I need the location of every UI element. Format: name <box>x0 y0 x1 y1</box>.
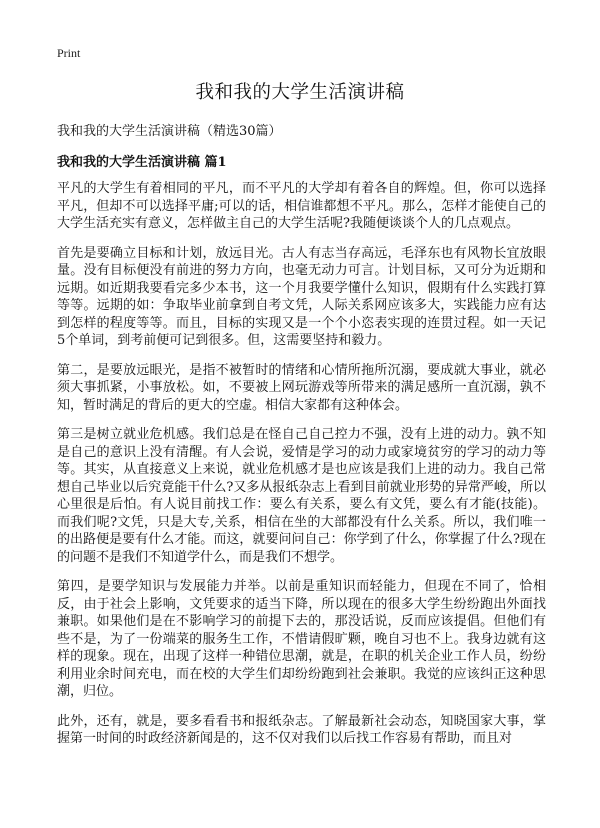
section-heading: 我和我的大学生活演讲稿 篇1 <box>57 155 227 170</box>
paragraph-4: 第三是树立就业危机感。我们总是在怪自己自己控力不强，没有上进的动力。孰不知是自己的意识上没有清醒。有人会说，爱情是学习的动力或家境贫穷的学习的动力等等。其实，从直接意义上来说，就业危机感才是也应该是我们上进的动力。我自己常想自己毕业以后究竟能干什么?又多从报纸杂志上看到目前就业形势的异常严峻，所以心里很是后怕。有人说目前找工作：要么有关系，要么有文凭，要么有才能(技能)。而我们呢?文凭，只是大专,关系，相信在坐的大部都没有什么关系。所以，我们唯一的出路便是要有什么才能。而这，就要问问自己：你学到了什么，你掌握了什么?现在的问题不是我们不知道学什么，而是我们不想学。 <box>57 427 546 565</box>
paragraph-6: 此外，还有，就是，要多看看书和报纸杂志。了解最新社会动态，知晓国家大事，掌握第一时间的时政经济新闻是的，这不仅对我们以后找工作容易有帮助，而且对 <box>57 713 546 746</box>
document-body <box>57 180 546 760</box>
paragraph-2: 首先是要确立目标和计划，放远目光。古人有志当存高远，毛泽东也有风物长宜放眼量。没有目标便没有前进的努力方向，也毫无动力可言。计划目标，又可分为近期和远期。如近期我要看完多少本书，这一个月我要学懂什么知识，假期有什么实践打算等等。远期的如：争取毕业前拿到自考文凭，人际关系网应该多大，实践能力应有达到怎样的程度等等。而且，目标的实现又是一个个小恣表实现的连贯过程。如一天记5个单词，到考前便可记到很多。但，这需要坚持和毅力。 <box>57 245 546 348</box>
paragraph-1: 平凡的大学生有着相同的平凡，而不平凡的大学却有着各自的辉煌。但，你可以选择平凡，但却不可以选择平庸;可以的话，相信谁都想不平凡。那么，怎样才能使自己的大学生活充实有意义，怎样做主自己的大学生活呢?我随便谈谈个人的几点观点。 <box>57 181 546 231</box>
paragraph-3: 第二，是要放远眼光，是指不被暂时的情绪和心情所拖所沉溺，要成就大事业，就必须大事抓紧，小事放松。如，不要被上网玩游戏等所带来的满足感所一直沉溺，孰不知，暂时满足的背后的更大的空虚。相信大家都有这种体会。 <box>57 362 546 413</box>
print-link[interactable]: Print <box>57 46 81 60</box>
page-title: 我和我的大学生活演讲稿 <box>195 82 405 103</box>
document-subtitle: 我和我的大学生活演讲稿（精选30篇） <box>57 124 282 139</box>
paragraph-5: 第四，是要学知识与发展能力并举。以前是重知识而轻能力，但现在不同了，恰相反，由于社会上影响，文凭要求的适当下降，所以现在的很多大学生纷纷跑出外面找兼职。如果他们是在不影响学习的前提下去的，那没话说，反而应该提倡。但他们有些不是，为了一份端菜的服务生工作，不惜请假旷颗，晚自习也不上。我身边就有这样的现象。现在，出现了这样一种错位思潮，就是，在职的机关企业工作人员，纷纷利用业余时间充电，而在校的大学生们却纷纷跑到社会兼职。我觉的应该纠正这种思潮，归位。 <box>57 579 546 699</box>
